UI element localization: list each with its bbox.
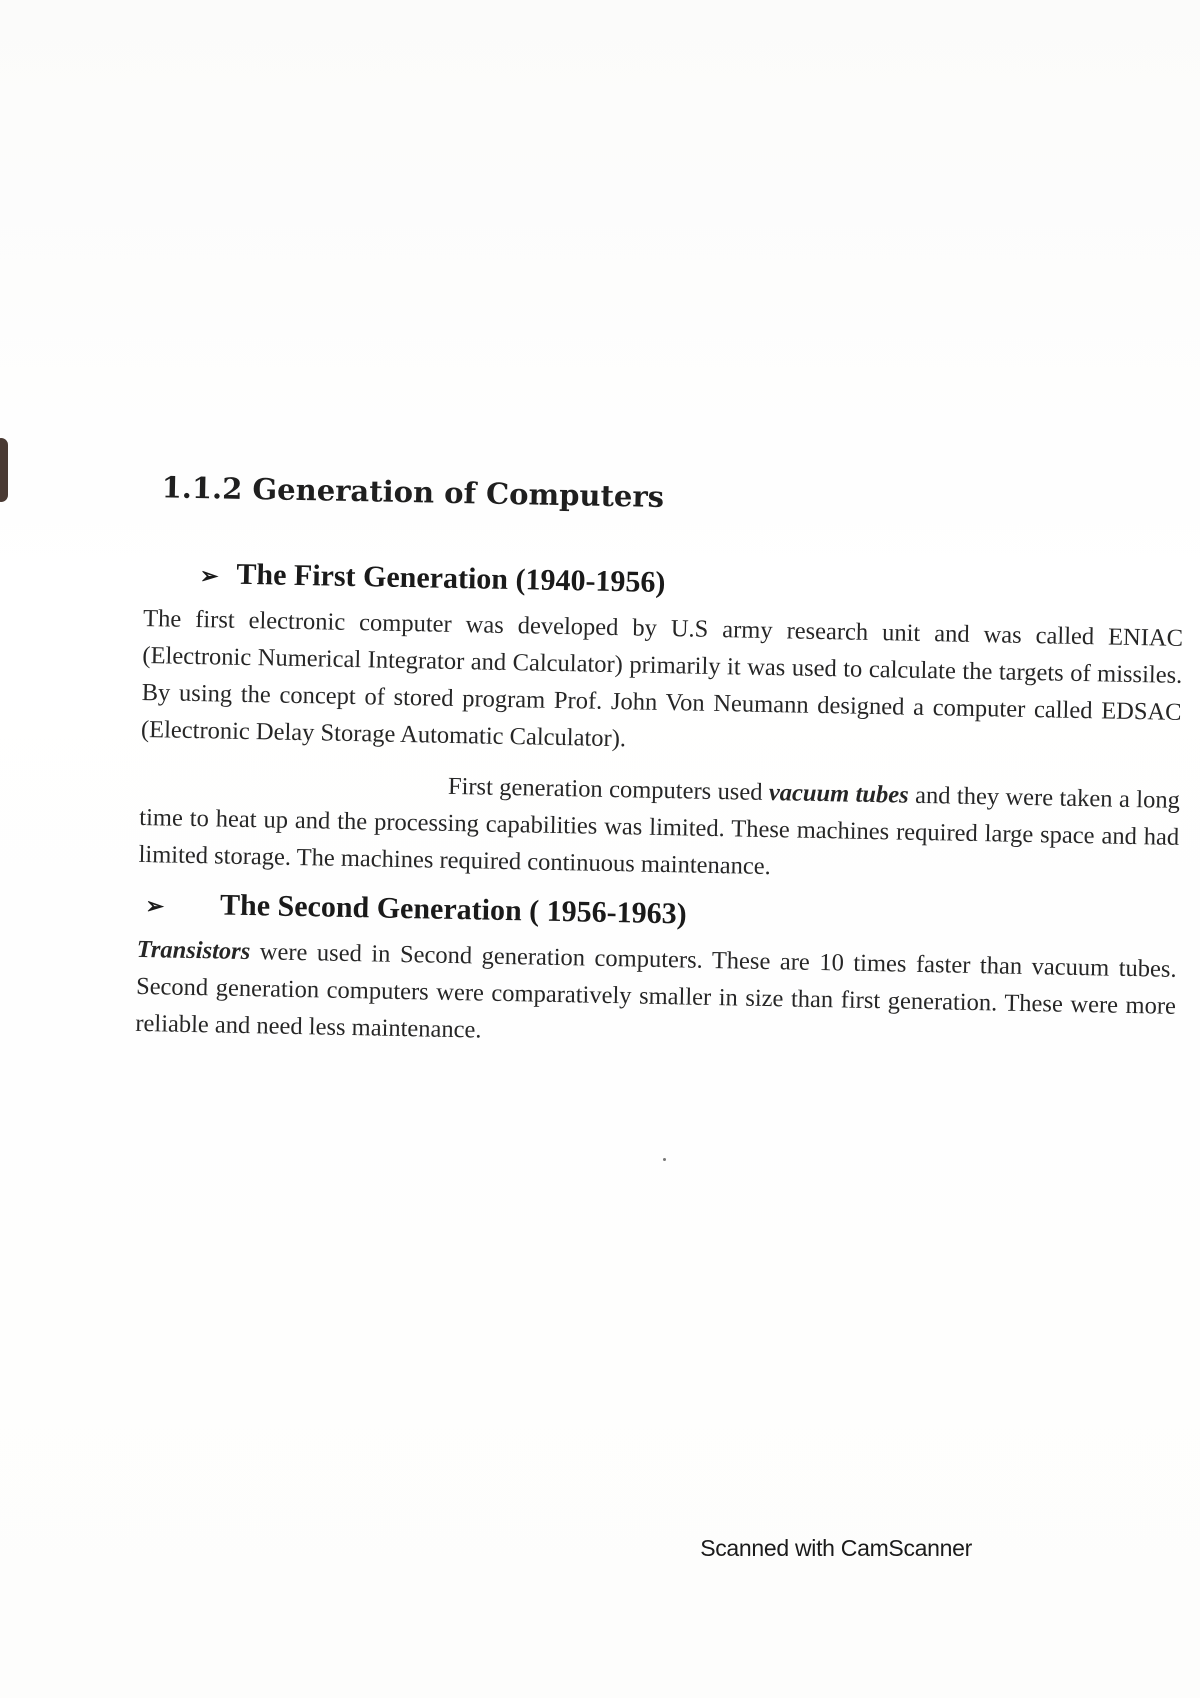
- second-generation-text: were used in Second generation computers. These are 10 times faster than vacuum tubes. Second generation computers were comparatively smaller in size than first generation. These were more reliable and need less maintenance.: [135, 938, 1177, 1044]
- scan-speck: [663, 1158, 666, 1161]
- first-generation-heading: [144, 556, 1184, 610]
- second-generation-paragraph: [135, 931, 1177, 1062]
- first-generation-heading-text: The First Generation (1940-1956): [236, 557, 666, 599]
- first-generation-paragraph-1: The first electronic computer was developed by U.S army research unit and was called ENIAC (Electronic Numerical Integrator and Calculator) primarily it was used to calculate the targets of missiles. By using the concept of stored program Prof. John Von Neumann designed a computer called EDSAC (Electronic Delay Storage Automatic Calculator).: [140, 604, 1184, 753]
- paragraph-2-text-start: First generation computers used: [447, 772, 770, 807]
- arrow-bullet-icon: ➢: [145, 893, 165, 919]
- arrow-bullet-icon: ➢: [199, 563, 219, 589]
- transistors-emphasis: Transistors: [136, 935, 251, 966]
- second-generation-heading: [137, 887, 1177, 941]
- document-content: [135, 470, 1186, 1076]
- vacuum-tubes-emphasis: vacuum tubes: [768, 779, 909, 809]
- binder-hole-shadow: [0, 438, 8, 502]
- first-generation-paragraph-2: [138, 762, 1180, 893]
- camscanner-watermark: Scanned with CamScanner: [700, 1535, 972, 1561]
- paragraph-2-text-end: and they were taken a long time to heat up and the processing capabilities was limited. These machines required large space and had limited storage. The machines required continuous maintenance.: [138, 781, 1181, 881]
- second-generation-heading-text: The Second Generation ( 1956-1963): [219, 888, 687, 931]
- section-title: 1.1.2 Generation of Computers: [161, 470, 665, 514]
